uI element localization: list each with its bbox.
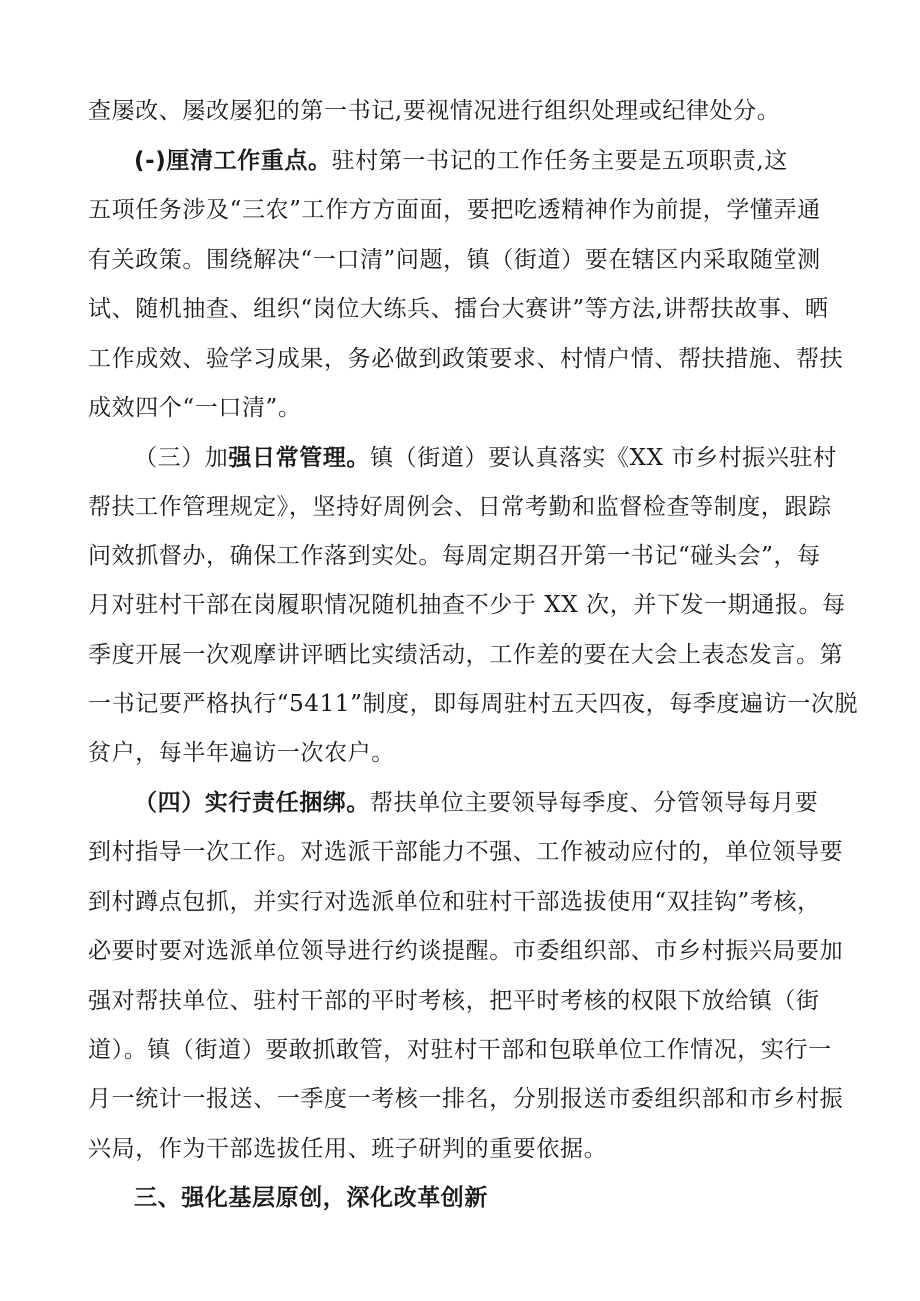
paragraph-3-line-4: 必要时要对选派单位领导进行约谈提醒。市委组织部、市乡村振兴局要加 <box>88 938 844 964</box>
paragraph-2-line-1-text: 镇（街道）要认真落实《XX 市乡村振兴驻村 <box>370 445 837 471</box>
paragraph-3-line-8: 兴局，作为干部选拔任用、班子研判的重要依据。 <box>88 1136 608 1162</box>
paragraph-2-line-6: 一书记要严格执行“5411”制度，即每周驻村五天四夜，每季度遍访一次脱 <box>88 691 859 717</box>
paragraph-2-line-4: 月对驻村干部在岗履职情况随机抽查不少于 XX 次，并下发一期通报。每 <box>88 592 846 618</box>
paragraph-3-line-1-text: 帮扶单位主要领导每季度、分管领导每月要 <box>370 790 819 816</box>
paragraph-3-line-2: 到村指导一次工作。对选派干部能力不强、工作被动应付的，单位领导要 <box>88 839 844 865</box>
paragraph-1-line-3: 有关政策。围绕解决“一口清”问题，镇（街道）要在辖区内采取随堂测 <box>88 247 821 273</box>
paragraph-2-line-2: 帮扶工作管理规定》，坚持好周例会、日常考勤和监督检查等制度，跟踪 <box>88 494 832 520</box>
paragraph-1-heading: (-)厘清工作重点。 <box>134 148 332 174</box>
paragraph-1-line-1-text: 驻村第一书记的工作任务主要是五项职责,这 <box>331 148 788 174</box>
paragraph-2-heading: 强日常管理。 <box>228 445 371 471</box>
paragraph-3-heading: （四）实行责任捆绑。 <box>134 790 370 816</box>
paragraph-2-line-5: 季度开展一次观摩讲评晒比实绩活动，工作差的要在大会上表态发言。第 <box>88 642 844 668</box>
paragraph-3-line-7: 月一统计一报送、一季度一考核一排名，分别报送市委组织部和市乡村振 <box>88 1086 844 1112</box>
section-heading: 三、强化基层原创，深化改革创新 <box>134 1185 488 1211</box>
paragraph-3-line-1 <box>134 788 894 818</box>
paragraph-1-line-4: 试、随机抽查、组织“岗位大练兵、擂台大赛讲”等方法,讲帮扶故事、晒 <box>88 296 829 322</box>
paragraph-3-line-5: 强对帮扶单位、驻村干部的平时考核，把平时考核的权限下放给镇（街 <box>88 988 820 1014</box>
paragraph-0-line-1: 查屡改、屡改屡犯的第一书记,要视情况进行组织处理或纪律处分。 <box>88 98 781 124</box>
paragraph-1-line-2: 五项任务涉及“三农”工作方方面面，要把吃透精神作为前提，学懂弄通 <box>88 197 821 223</box>
paragraph-2-line-1 <box>134 443 894 473</box>
paragraph-3-line-3: 到村蹲点包抓，并实行对选派单位和驻村干部选拔使用“双挂钩”考核， <box>88 889 821 915</box>
paragraph-1-line-1 <box>134 146 894 176</box>
paragraph-2-line-7: 贫户，每半年遍访一次农户。 <box>88 740 395 766</box>
paragraph-2-line-3: 问效抓督办，确保工作落到实处。每周定期召开第一书记“碰头会”，每 <box>88 543 821 569</box>
paragraph-1-line-6: 成效四个“一口清”。 <box>88 395 302 421</box>
paragraph-1-line-5: 工作成效、验学习成果，务必做到政策要求、村情户情、帮扶措施、帮扶 <box>88 346 844 372</box>
paragraph-2-prefix: （三）加 <box>134 445 229 471</box>
paragraph-3-line-6: 道）。镇（街道）要敢抓敢管，对驻村干部和包联单位工作情况，实行一 <box>88 1037 832 1063</box>
